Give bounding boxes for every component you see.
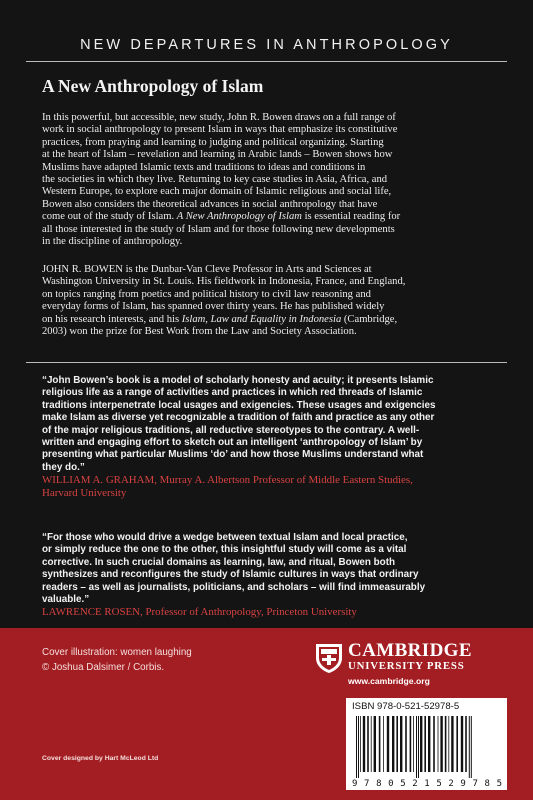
blurb-line [42, 211, 498, 223]
review-quote-1 [42, 375, 502, 499]
publisher-url: www.cambridge.org [348, 676, 430, 686]
barcode-bar [433, 716, 435, 772]
blurb-line-end: is essential reading for [301, 211, 401, 223]
barcode-digit: 0 [388, 779, 394, 789]
barcode-bar [413, 716, 414, 772]
barcode-bar [358, 716, 359, 778]
barcode-digit: 9 [460, 779, 466, 789]
quote-line: presenting what particular Muslims ‘do’ and how those Muslims understand what [42, 449, 424, 461]
barcode-digit: 8 [484, 779, 490, 789]
barcode-digit: 9 [352, 779, 358, 789]
quote-line: written and engaging effort to sketch out an intelligent ‘anthropology of Islam’ by [42, 437, 423, 449]
section-rule [26, 362, 507, 363]
blurb-line: In this powerful, but accessible, new study, John R. Bowen draws on a full range of [42, 112, 396, 123]
isbn-number: ISBN 978-0-521-52978-5 [352, 701, 460, 712]
barcode-bar [379, 716, 381, 772]
series-title: NEW DEPARTURES IN ANTHROPOLOGY [80, 37, 453, 53]
bio-line-end: (Cambridge, [341, 313, 398, 325]
barcode-digit: 7 [364, 779, 370, 789]
quote-line: religious life as a range of activities and practices in which red threads of Islamic [42, 387, 423, 399]
book-title: A New Anthropology of Islam [42, 76, 264, 96]
cover-illustration-credit: Cover illustration: women laughing [42, 647, 192, 658]
review-quote-2 [42, 532, 502, 619]
barcode-bar [387, 716, 389, 772]
barcode-digit: 2 [412, 779, 418, 789]
cover-designer-credit: Cover designed by Hart McLeod Ltd [42, 755, 159, 762]
barcode-bar [424, 716, 426, 772]
quote-line: make Islam as diverse yet recognizable a tradition of faith and practice as any other [42, 412, 435, 424]
barcode-bar [465, 716, 467, 772]
barcode-digit: 5 [496, 779, 502, 789]
barcode-digit: 2 [448, 779, 454, 789]
cambridge-shield-logo-icon [312, 641, 346, 675]
barcode-bar [410, 716, 412, 772]
quote-line: readers – as well as journalists, politicians, and scholars – will find immeasurably [42, 581, 426, 593]
quote-line: synthesizes and reconfigures the study of Islamic cultures in ways that ordinary [42, 569, 419, 581]
bio-line-start: on his research interests, and his [42, 313, 182, 325]
bio-line [42, 314, 498, 326]
barcode-bar [461, 716, 463, 772]
quote-line: or simply reduce the one to the other, this insightful study will come as a vital [42, 544, 407, 556]
barcode-bar [363, 716, 365, 772]
barcode-digit: 5 [400, 779, 406, 789]
series-rule [26, 61, 507, 62]
bio-line: JOHN R. BOWEN is the Dunbar-Van Cleve Professor in Arts and Sciences at [42, 264, 372, 275]
quote-attribution: WILLIAM A. GRAHAM, Murray A. Albertson Professor of Middle Eastern Studies, [42, 474, 413, 487]
barcode-bar [396, 716, 398, 772]
bio-line: everyday forms of Islam, has spanned over thirty years. He has published widely [42, 301, 385, 313]
quote-line: “John Bowen’s book is a model of scholarly honesty and acuity; it presents Islamic [42, 375, 434, 386]
barcode-bar [356, 716, 357, 778]
blurb-book-title: A New Anthropology of Islam [176, 211, 302, 223]
quote-line: traditions interpenetrate local usages and exigencies. These usages and exigencies [42, 399, 436, 411]
barcode-bar [420, 716, 422, 772]
author-bio [42, 264, 498, 338]
quote-line: corrective. In such crucial domains as learning, law, and ritual, Bowen both [42, 556, 396, 568]
barcode-bar [392, 716, 394, 772]
barcode-bar [400, 716, 402, 772]
blurb-line: Bowen also considers the theoretical advances in social anthropology that have [42, 198, 378, 210]
publisher-name: CAMBRIDGE [348, 640, 472, 661]
blurb-line: work in social anthropology to present Islam in ways that emphasize its constitutive [42, 124, 398, 136]
blurb-line: all those interested in the study of Islam and for those following new developments [42, 223, 395, 235]
barcode-bar [451, 716, 453, 772]
quote-line: valuable.” [42, 594, 90, 606]
bio-line: on topics ranging from poetics and political history to civil law reasoning and [42, 288, 371, 300]
barcode-bar [438, 716, 439, 772]
quote-line: of the major religious traditions, all reductive stereotypes to the contrary. A well- [42, 424, 420, 436]
publisher-subtitle: UNIVERSITY PRESS [348, 660, 465, 672]
barcode-digit: 5 [436, 779, 442, 789]
photo-credit: © Joshua Dalsimer / Corbis. [42, 662, 165, 673]
barcode-bar [445, 716, 447, 772]
barcode-bar [418, 716, 419, 778]
barcode-bar [371, 716, 372, 772]
quote-line: they do.” [42, 461, 85, 473]
barcode-bar [360, 716, 361, 772]
blurb-line: the societies in which they live. Returning to key case studies in Asia, Africa, and [42, 174, 388, 186]
blurb-line: Muslims have adapted Islamic texts and traditions to ideas and conditions in [42, 161, 366, 173]
quote-attribution: LAWRENCE ROSEN, Professor of Anthropology, Princeton University [42, 606, 357, 619]
blurb-line: practices, from praying and learning to judging and political organizing. Starting [42, 136, 384, 148]
quote-line: “For those who would drive a wedge between textual Islam and local practice, [42, 532, 408, 543]
barcode-bar [383, 716, 384, 772]
blurb-line: Western Europe, to explore each major domain of Islamic religious and social life, [42, 186, 392, 198]
blurb-line: in the discipline of anthropology. [42, 236, 183, 248]
isbn-barcode [352, 716, 502, 778]
barcode-bar [471, 716, 472, 778]
bio-line: 2003) won the prize for Best Work from the Law and Society Association. [42, 326, 357, 338]
barcode-bar [448, 716, 449, 772]
bio-book-title: Islam, Law and Equality in Indonesia [181, 313, 342, 325]
barcode-bar [367, 716, 369, 772]
barcode-bar [440, 716, 442, 772]
description-blurb [42, 112, 498, 248]
barcode-digit: 1 [424, 779, 430, 789]
blurb-line: at the heart of Islam – revelation and learning in Arabic lands – Bowen shows how [42, 149, 393, 161]
barcode-bar [374, 716, 376, 772]
barcode-digit: 7 [472, 779, 478, 789]
bio-line: Washington University in St. Louis. His fieldwork in Indonesia, France, and England, [42, 276, 406, 288]
barcode-digit: 8 [376, 779, 382, 789]
barcode-digits [352, 780, 502, 789]
barcode-bar [416, 716, 417, 778]
barcode-bar [428, 716, 430, 772]
barcode-bar [456, 716, 458, 772]
barcode-bar [469, 716, 470, 778]
quote-attribution-affiliation: Harvard University [42, 486, 127, 499]
blurb-line-start: come out of the study of Islam. [42, 211, 175, 223]
barcode-bar [405, 716, 407, 772]
